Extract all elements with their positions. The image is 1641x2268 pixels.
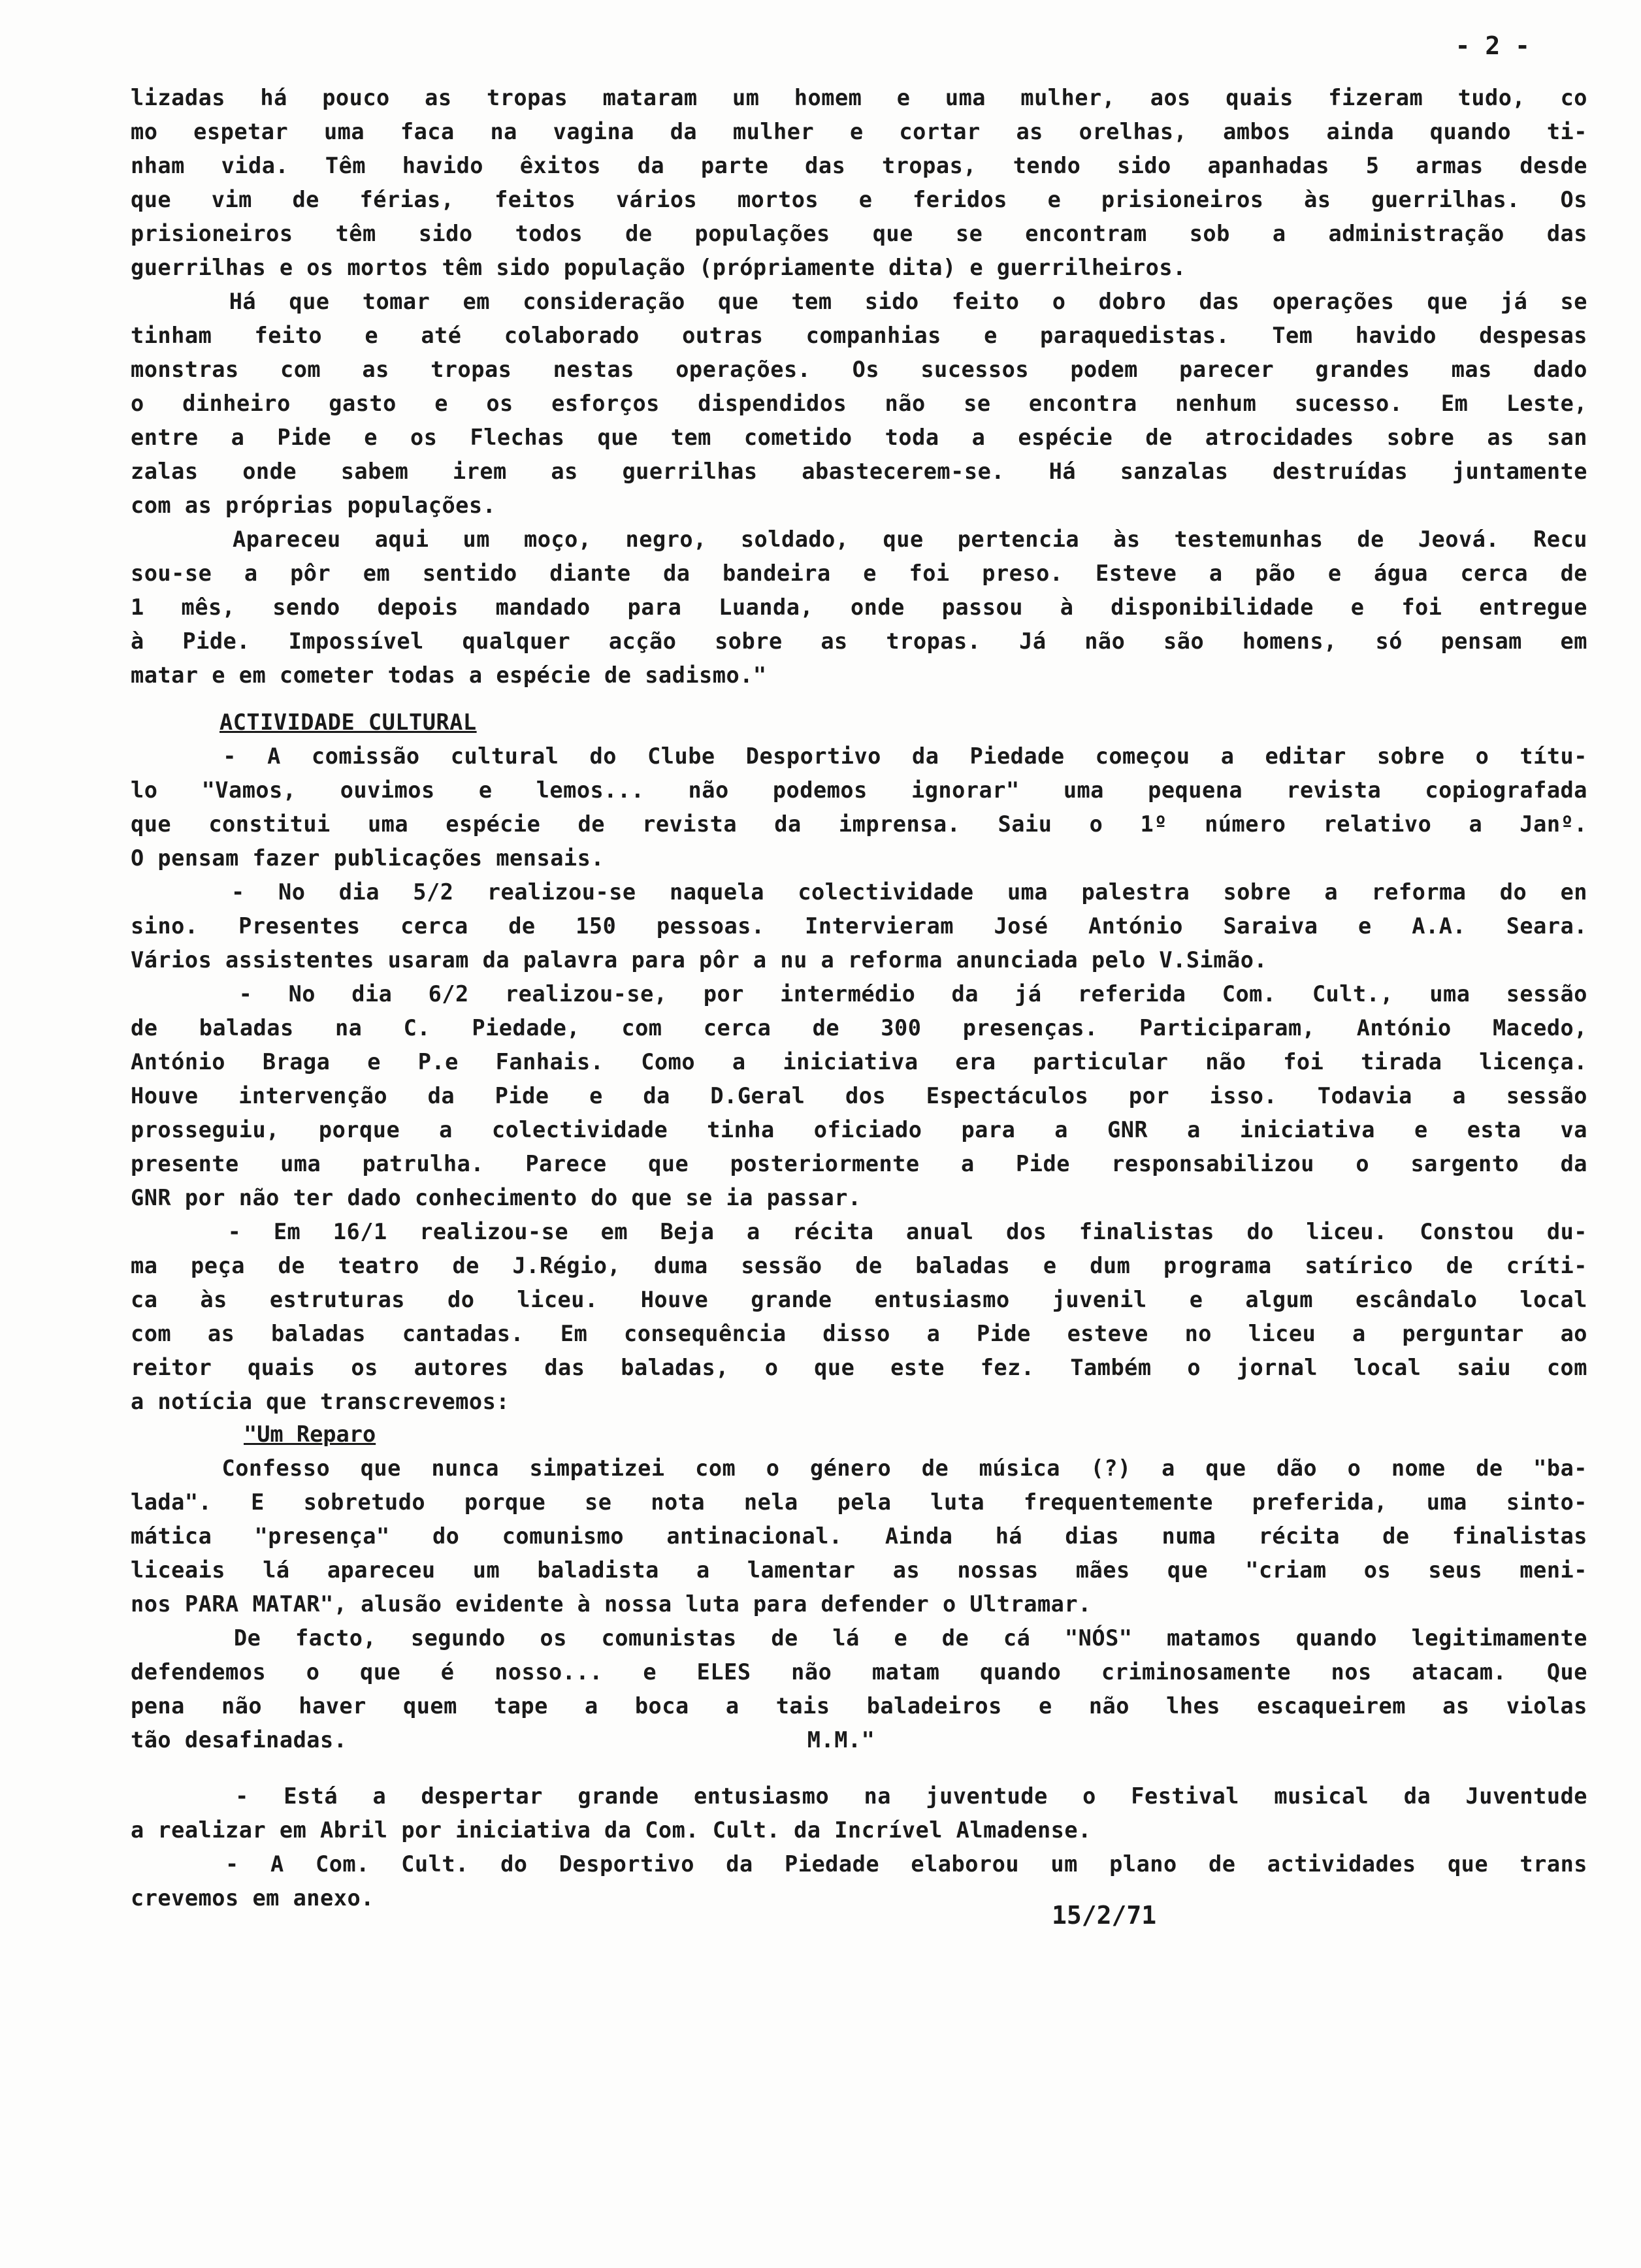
page-number: - 2 - [1455,31,1530,60]
text-line: monstras com as tropas nestas operações. Os sucessos podem parecer grandes mas dado [131,357,1587,382]
text-line: - No dia 5/2 realizou-se naquela colectividade uma palestra sobre a reforma do en [131,879,1587,905]
text-line: - A Com. Cult. do Desportivo da Piedade elaborou um plano de actividades que trans [131,1851,1587,1877]
text-line: defendemos o que é nosso... e ELES não matam quando criminosamente nos atacam. Que [131,1659,1587,1685]
text-line: lada". E sobretudo porque se nota nela pela luta frequentemente preferida, uma sinto- [131,1489,1587,1515]
text-line: entre a Pide e os Flechas que tem cometido toda a espécie de atrocidades sobre as san [131,425,1587,450]
body-text-block-4 [131,1779,1587,1915]
text-line: sou-se a pôr em sentido diante da bandeira e foi preso. Esteve a pão e água cerca de [131,560,1587,586]
text-line: reitor quais os autores das baladas, o que este fez. Também o jornal local saiu com [131,1355,1587,1380]
text-line: lo "Vamos, ouvimos e lemos... não podemos ignorar" uma pequena revista copiografada [131,777,1587,803]
text-line: Vários assistentes usaram da palavra para pôr a nu a reforma anunciada pelo V.Simão. [131,947,1268,973]
text-line: zalas onde sabem irem as guerrilhas abastecerem-se. Há sanzalas destruídas juntamente [131,459,1587,484]
document-date: 15/2/71 [1052,1901,1157,1930]
text-line: crevemos em anexo. [131,1885,374,1911]
text-line: mo espetar uma faca na vagina da mulher e cortar as orelhas, ambos ainda quando ti- [131,119,1587,144]
text-line: que vim de férias, feitos vários mortos e feridos e prisioneiros às guerrilhas. Os [131,187,1587,212]
quoted-article-text [131,1451,1587,1757]
text-line: nham vida. Têm havido êxitos da parte das tropas, tendo sido apanhadas 5 armas desde [131,153,1587,178]
text-line: O pensam fazer publicações mensais. [131,845,605,871]
text-line: de baladas na C. Piedade, com cerca de 300 presenças. Participaram, António Macedo, [131,1015,1587,1041]
text-line: o dinheiro gasto e os esforços dispendidos não se encontra nenhum sucesso. Em Leste, [131,391,1587,416]
text-line: matar e em cometer todas a espécie de sadismo." [131,662,767,688]
text-line: prosseguiu, porque a colectividade tinha oficiado para a GNR a iniciativa e esta va [131,1117,1587,1142]
text-line: - Está a despertar grande entusiasmo na juventude o Festival musical da Juventude [131,1783,1587,1809]
text-line: que constitui uma espécie de revista da imprensa. Saiu o 1º número relativo a Janº. [131,811,1587,837]
text-line: a notícia que transcrevemos: [131,1389,510,1414]
text-line: - Em 16/1 realizou-se em Beja a récita anual dos finalistas do liceu. Constou du- [131,1219,1587,1244]
text-line: Confesso que nunca simpatizei com o género de música (?) a que dão o nome de "ba- [131,1455,1587,1481]
section-heading: ACTIVIDADE CULTURAL [219,709,477,735]
text-line: 1 mês, sendo depois mandado para Luanda, onde passou à disponibilidade e foi entregue [131,594,1587,620]
text-line: ma peça de teatro de J.Régio, duma sessão de baladas e dum programa satírico de críti- [131,1253,1587,1278]
text-line: a realizar em Abril por iniciativa da Com. Cult. da Incrível Almadense. [131,1817,1092,1843]
text-line: De facto, segundo os comunistas de lá e de cá "NÓS" matamos quando legitimamente [131,1625,1587,1651]
text-line: - A comissão cultural do Clube Desportivo da Piedade começou a editar sobre o títu- [131,743,1587,769]
text-line: à Pide. Impossível qualquer acção sobre as tropas. Já não são homens, só pensam em [131,628,1587,654]
text-line: com as baladas cantadas. Em consequência disso a Pide esteve no liceu a perguntar ao [131,1321,1587,1346]
text-line: liceais lá apareceu um baladista a lamentar as nossas mães que "criam os seus meni- [131,1557,1587,1583]
text-line: presente uma patrulha. Parece que posteriormente a Pide responsabilizou o sargento da [131,1151,1587,1176]
text-line: prisioneiros têm sido todos de populações que se encontram sob a administração das [131,221,1587,246]
text-line: sino. Presentes cerca de 150 pessoas. Intervieram José António Saraiva e A.A. Seara. [131,913,1587,939]
text-line: Apareceu aqui um moço, negro, soldado, que pertencia às testemunhas de Jeová. Recu [131,526,1587,552]
text-line: lizadas há pouco as tropas mataram um homem e uma mulher, aos quais fizeram tudo, co [131,85,1587,110]
text-line: Há que tomar em consideração que tem sido feito o dobro das operações que já se [131,289,1587,314]
text-line: tão desafinadas. M.M." [131,1727,875,1753]
body-text-block-2 [131,739,1587,1419]
text-line: António Braga e P.e Fanhais. Como a iniciativa era particular não foi tirada licença. [131,1049,1587,1075]
text-line: com as próprias populações. [131,493,496,518]
body-text-block-1 [131,81,1587,692]
text-line: nos PARA MATAR", alusão evidente à nossa luta para defender o Ultramar. [131,1591,1092,1617]
article-title: "Um Reparo [244,1421,376,1447]
text-line: - No dia 6/2 realizou-se, por intermédio da já referida Com. Cult., uma sessão [131,981,1587,1007]
text-line: ca às estruturas do liceu. Houve grande entusiasmo juvenil e algum escândalo local [131,1287,1587,1312]
text-line: pena não haver quem tape a boca a tais baladeiros e não lhes escaqueirem as violas [131,1693,1587,1719]
text-line: guerrilhas e os mortos têm sido população (própriamente dita) e guerrilheiros. [131,255,1186,280]
text-line: mática "presença" do comunismo antinacional. Ainda há dias numa récita de finalistas [131,1523,1587,1549]
text-line: tinham feito e até colaborado outras companhias e paraquedistas. Tem havido despesas [131,323,1587,348]
text-line: Houve intervenção da Pide e da D.Geral dos Espectáculos por isso. Todavia a sessão [131,1083,1587,1109]
text-line: GNR por não ter dado conhecimento do que se ia passar. [131,1185,862,1210]
